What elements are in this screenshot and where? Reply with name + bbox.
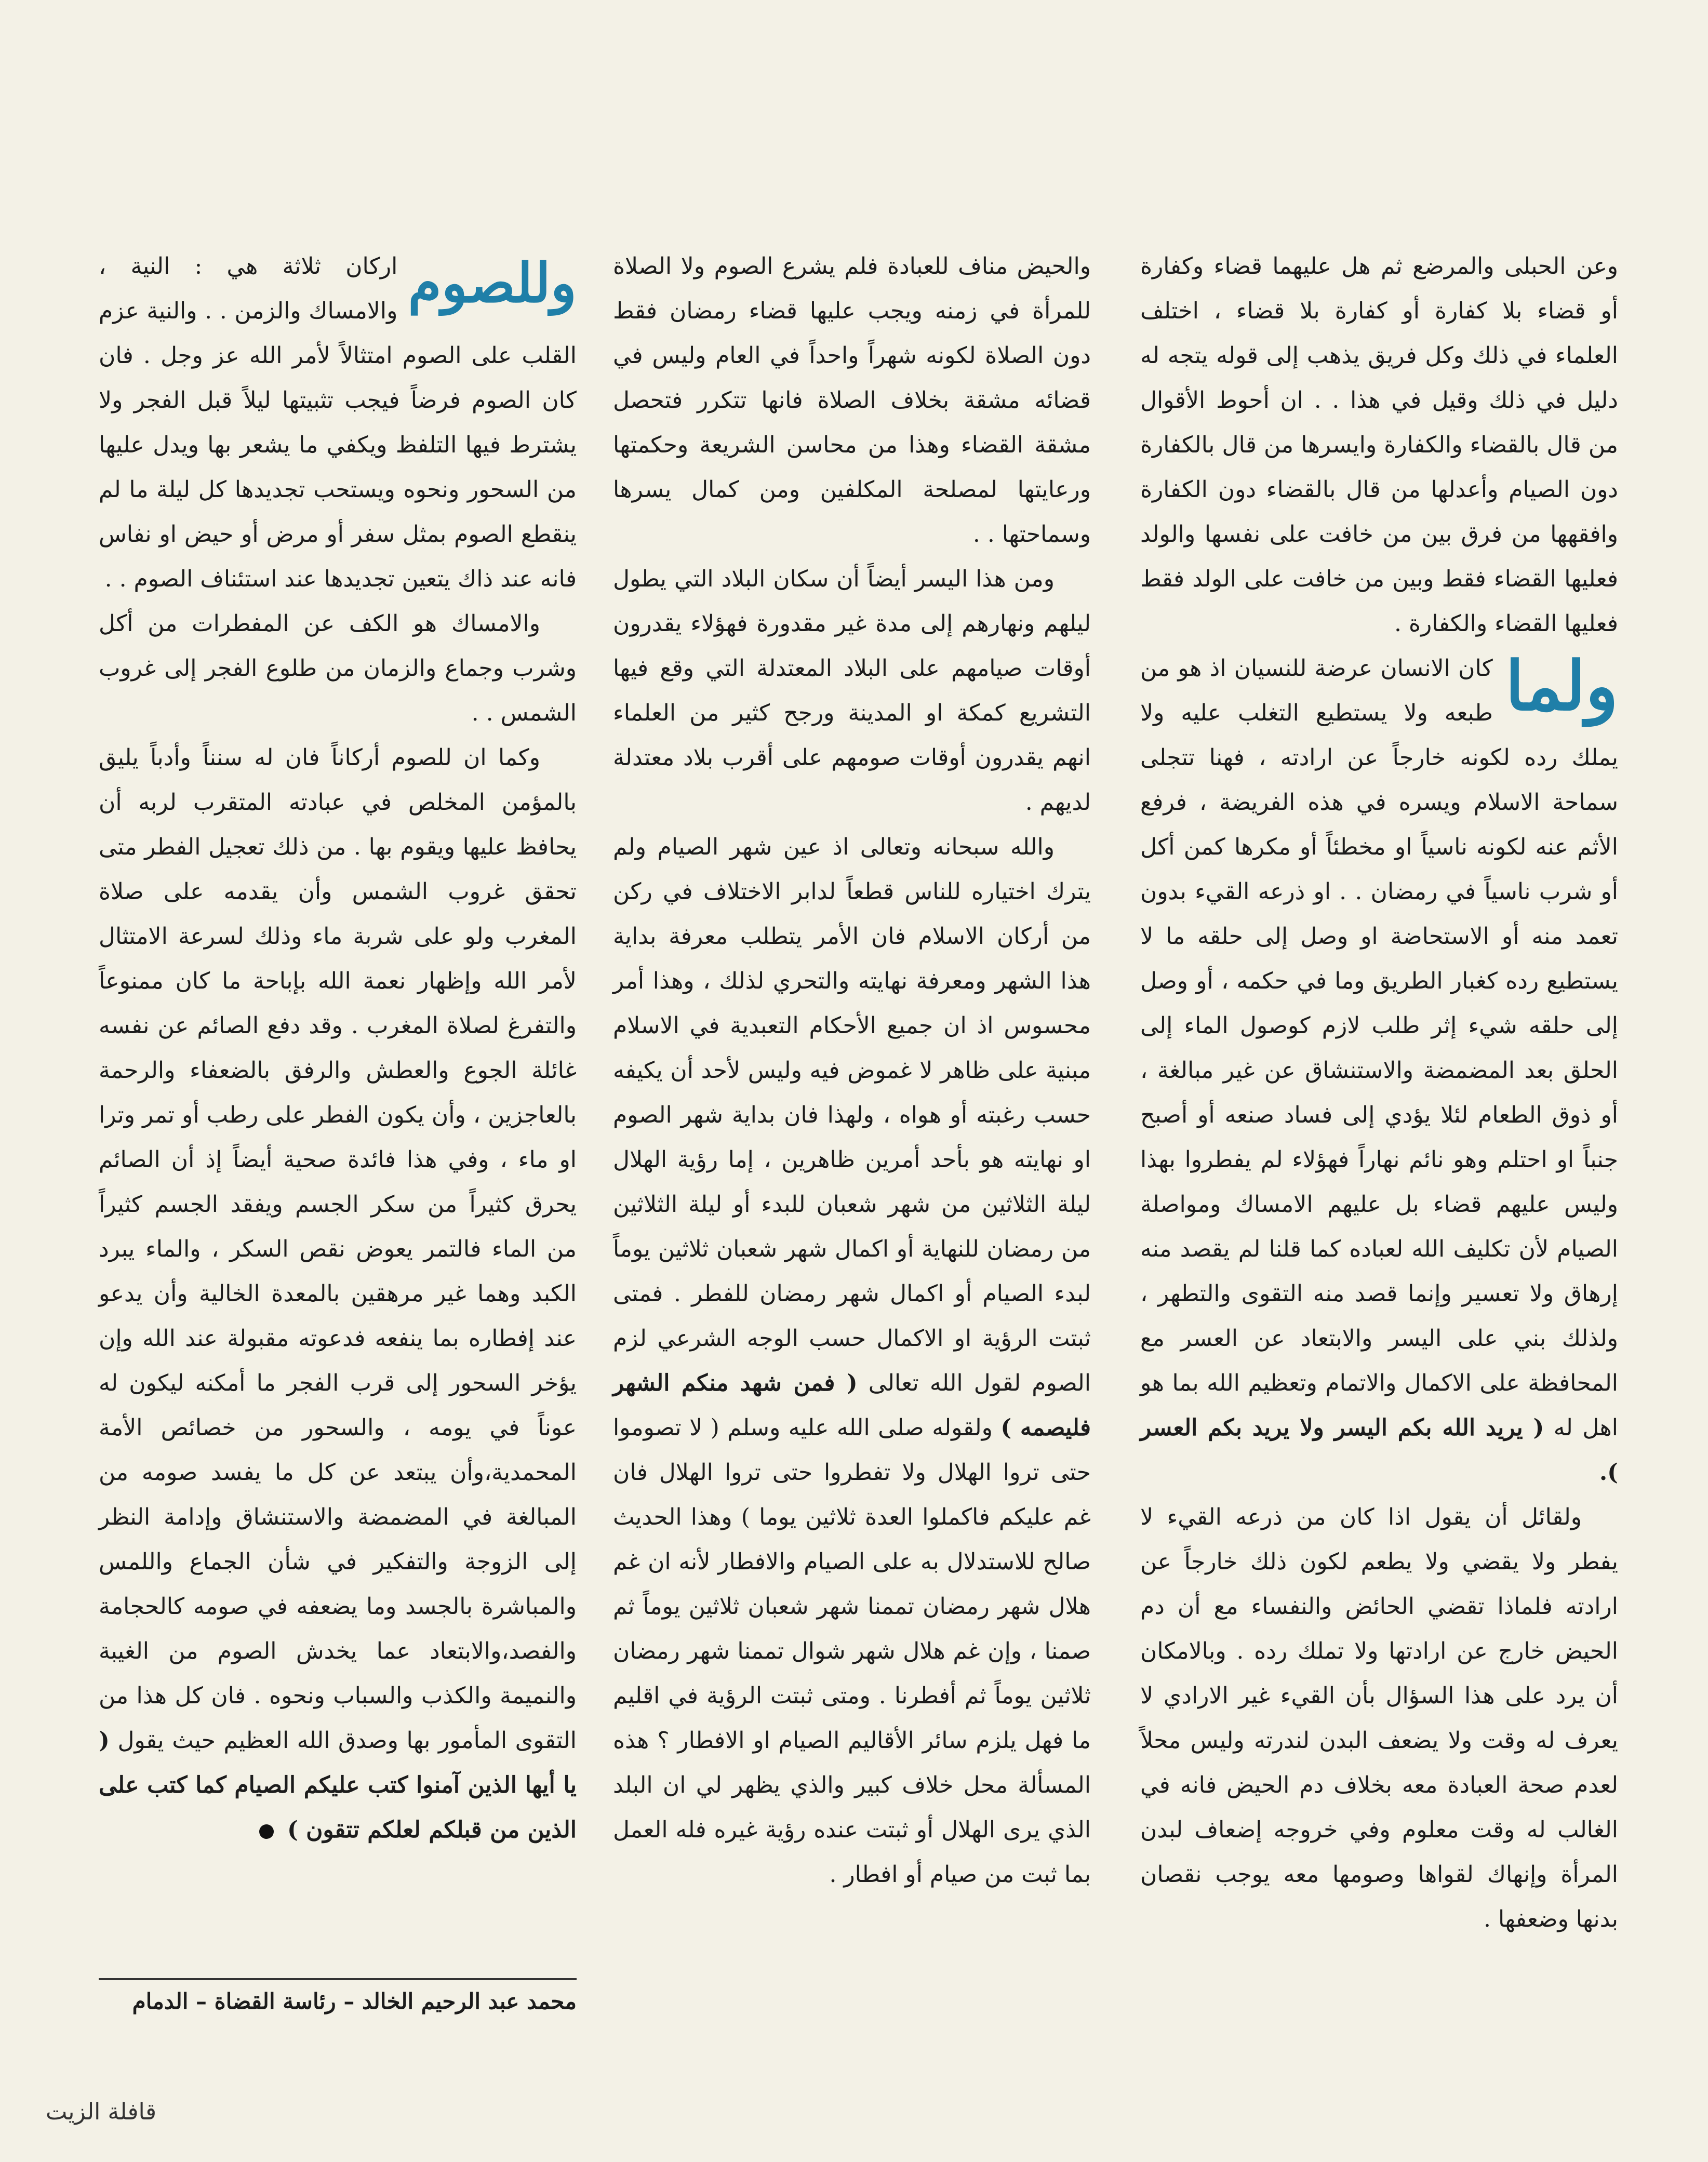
end-bullet-icon [259, 1824, 274, 1839]
quran-verse: ( يا أيها الذين آمنوا كتب عليكم الصيام كما كتب على الذين من قبلكم لعلكم تتقون ) [99, 1727, 577, 1843]
paragraph: ولقائل أن يقول اذا كان من ذرعه القيء لا يفطر ولا يقضي ولا يطعم لكون ذلك خارجاً عن ارادته فلماذا تقضي الحائض والنفساء مع أن دم الحيض خارج عن ارادتها ولا تملك رده . وبالامكان أن يرد على هذا السؤال بأن القيء غير الارادي لا يعرف له وقت ولا يضعف البدن لندرته وليس محلاً لعدم صحة العبادة معه بخلاف دم الحيض فانه في الغالب له وقت معلوم وفي خروجه إضعاف لبدن المرأة وإنهاك لقواها وصومها معه يوجب نقصان بدنها وضعفها . [1140, 1504, 1618, 1932]
paragraph: والامساك هو الكف عن المفطرات من أكل وشرب وجماع والزمان من طلوع الفجر إلى غروب الشمس . . [99, 610, 577, 726]
text-column-right [1140, 244, 1618, 1942]
paragraph-text: كان الانسان عرضة للنسيان اذ هو من طبعه ولا يستطيع التغلب عليه ولا يملك رده لكونه خارجاً عن ارادته ، فهنا تتجلى سماحة الاسلام ويسره في هذه الفريضة ، فرفع الأثم عنه لكونه ناسياً او مخطئاً أو مكرها كمن أكل أو شرب ناسياً في رمضان . . او ذرعه القيء بدون تعمد منه أو الاستحاضة او وصل إلى حلقه ما لا يستطيع رده كغبار الطريق وما في حكمه ، أو وصل إلى حلقه شيء إثر طلب لازم كوصول الماء إلى الحلق بعد المضمضة والاستنشاق عن غير مبالغة ، أو ذوق الطعام لئلا يؤدي إلى فساد صنعه أو أصبح جنباً او احتلم وهو نائم نهاراً فهؤلاء لم يفطروا بهذا وليس عليهم قضاء بل عليهم الامساك ومواصلة الصيام لأن تكليف الله لعباده كما قلنا لم يقصد منه إرهاق ولا تعسير وإنما قصد منه التقوى والتطهر ، ولذلك بني على اليسر والابتعاد عن العسر مع المحافظة على الاكمال والاتمام وتعظيم الله بما هو اهل له [1140, 655, 1618, 1441]
text-column-left [99, 244, 577, 1852]
author-signature: محمد عبد الرحيم الخالد – رئاسة القضاة – الدمام [99, 1978, 577, 2014]
dropcap: ولما [1505, 646, 1618, 726]
footer-title: قافلة الزيت [46, 2099, 156, 2125]
paragraph [1140, 646, 1618, 1495]
section-heading: وللصوم [408, 251, 577, 315]
quran-verse: ( يريد الله بكم اليسر ولا يريد بكم العسر ). [1140, 1414, 1618, 1486]
paragraph: ومن هذا اليسر أيضاً أن سكان البلاد التي يطول ليلهم ونهارهم إلى مدة غير مقدورة فهؤلاء يقدرون أوقات صيامهم على البلاد المعتدلة التي وقع فيها التشريع كمكة او المدينة ورجح كثير من العلماء انهم يقدرون أوقات صومهم على أقرب بلاد معتدلة لديهم . [613, 566, 1091, 816]
quran-verse: ( فمن شهد منكم الشهر فليصمه ) [613, 1370, 1091, 1441]
paragraph-text: ولقوله صلى الله عليه وسلم ( لا تصوموا حتى تروا الهلال ولا تفطروا حتى تروا الهلال فان غم عليكم فاكملوا العدة ثلاثين يوما ) وهذا الحديث صالح للاستدلال به على الصيام والافطار لأنه ان غم هلال شهر رمضان تممنا شهر شعبان ثلاثين يوماً ثم صمنا ، وإن غم هلال شهر شوال تممنا شهر رمضان ثلاثين يوماً ثم أفطرنا . ومتى ثبتت الرؤية في اقليم ما فهل يلزم سائر الأقاليم الصيام او الافطار ؟ هذه المسألة محل خلاف كبير والذي يظهر لي ان البلد الذي يرى الهلال أو ثبتت عنده رؤية غيره فله العمل بما ثبت من صيام أو افطار . [613, 1414, 1091, 1888]
paragraph-text: والله سبحانه وتعالى اذ عين شهر الصيام ولم يترك اختياره للناس قطعاً لدابر الاختلاف في ركن من أركان الاسلام فان الأمر يتطلب معرفة بداية هذا الشهر ومعرفة نهايته والتحري لذلك ، وهذا أمر محسوس اذ ان جميع الأحكام التعبدية في الاسلام مبنية على ظاهر لا غموض فيه وليس لأحد أن يكيفه حسب رغبته أو هواه ، ولهذا فان بداية شهر الصوم او نهايته هو بأحد أمرين ظاهرين ، إما رؤية الهلال ليلة الثلاثين من شهر شعبان للبدء أو ليلة الثلاثين من رمضان للنهاية أو اكمال شهر شعبان ثلاثين يوماً لبدء الصيام أو اكمال شهر رمضان للفطر . فمتى ثبتت الرؤية او الاكمال حسب الوجه الشرعي لزم الصوم لقول الله تعالى [613, 834, 1091, 1396]
paragraph: وعن الحبلى والمرضع ثم هل عليهما قضاء وكفارة أو قضاء بلا كفارة أو كفارة بلا قضاء ، اختلف العلماء في ذلك وكل فريق يذهب إلى قوله يتجه له دليل في ذلك وقيل في هذا . . ان أحوط الأقوال من قال بالقضاء والكفارة وايسرها من قال بالكفارة دون الصيام وأعدلها من قال بالقضاء دون الكفارة وافقهها من فرق بين من خافت على نفسها والولد فعليها القضاء فقط وبين من خافت على الولد فقط فعليها القضاء والكفارة . [1140, 253, 1618, 637]
paragraph [613, 825, 1091, 1897]
text-column-middle [613, 244, 1091, 1897]
paragraph: والحيض مناف للعبادة فلم يشرع الصوم ولا الصلاة للمرأة في زمنه ويجب عليها قضاء رمضان فقط دون الصلاة لكونه شهراً واحداً في العام وليس في قضائه مشقة بخلاف الصلاة فانها تتكرر فتحصل مشقة القضاء وهذا من محاسن الشريعة وحكمتها ورعايتها لمصلحة المكلفين ومن كمال يسرها وسماحتها . . [613, 253, 1091, 548]
paragraph [99, 244, 577, 602]
paragraph-text: اركان ثلاثة هي : النية ، والامساك والزمن . . والنية عزم القلب على الصوم امتثالاً لأمر الله عز وجل . فان كان الصوم فرضاً فيجب تثبيتها ليلاً قبل الفجر ولا يشترط فيها التلفظ ويكفي ما يشعر بها ويدل عليها من السحور ونحوه ويستحب تجديدها كل ليلة ما لم ينقطع الصوم بمثل سفر أو مرض أو حيض او نفاس فانه عند ذاك يتعين تجديدها عند استئناف الصوم . . [99, 253, 577, 592]
paragraph-text: وكما ان للصوم أركاناً فان له سنناً وأدباً يليق بالمؤمن المخلص في عبادته المتقرب لربه أن يحافظ عليها ويقوم بها . من ذلك تعجيل الفطر متى تحقق غروب الشمس وأن يقدمه على صلاة المغرب ولو على شربة ماء وذلك لسرعة الامتثال لأمر الله وإظهار نعمة الله بإباحة ما كان ممنوعاً والتفرغ لصلاة المغرب . وقد دفع الصائم عن نفسه غائلة الجوع والعطش والرفق بالضعفاء والرحمة بالعاجزين ، وأن يكون الفطر على رطب أو تمر وترا او ماء ، وفي هذا فائدة صحية أيضاً إذ أن الصائم يحرق كثيراً من سكر الجسم ويفقد الجسم كثيراً من الماء فالتمر يعوض نقص السكر ، والماء يبرد الكبد وهما غير مرهقين بالمعدة الخالية وأن يدعو عند إفطاره بما ينفعه فدعوته مقبولة عند الله وإن يؤخر السحور إلى قرب الفجر ما أمكنه ليكون له عوناً في يومه ، والسحور من خصائص الأمة المحمدية،وأن يبتعد عن كل ما يفسد صومه من المبالغة في المضمضة والاستنشاق وإدامة النظر إلى الزوجة والتفكير في شأن الجماع واللمس والمباشرة بالجسد وما يضعفه في صومه كالحجامة والفصد،والابتعاد عما يخدش الصوم من الغيبة والنميمة والكذب والسباب ونحوه . فان كل هذا من التقوى المأمور بها وصدق الله العظيم حيث يقول [99, 744, 577, 1754]
paragraph [99, 736, 577, 1852]
